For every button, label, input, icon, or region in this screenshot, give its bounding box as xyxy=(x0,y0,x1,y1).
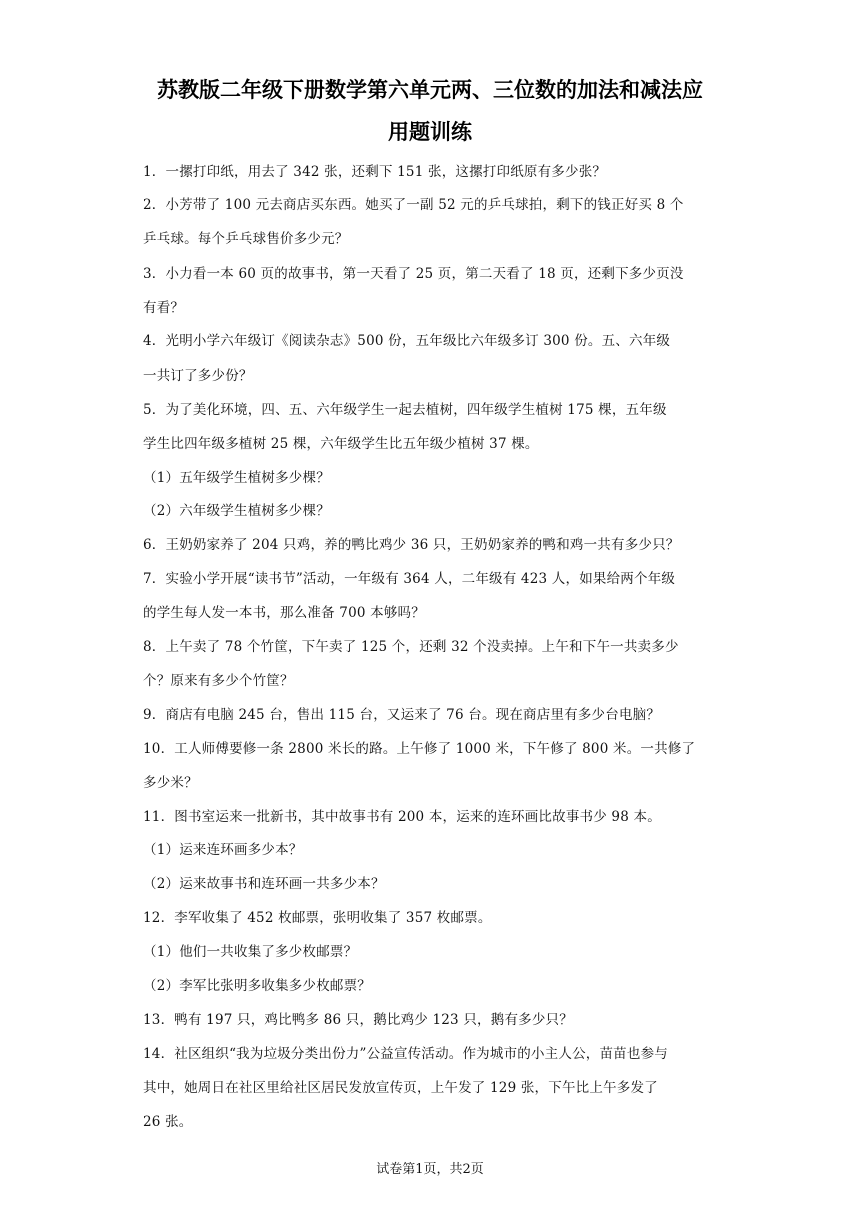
text-line: 3．小力看一本 60 页的故事书，第一天看了 25 页，第二天看了 18 页，还剩下多少页没 xyxy=(143,266,684,282)
text-line: 学生比四年级多植树 25 棵，六年级学生比五年级少植树 37 棵。 xyxy=(143,436,539,452)
document-title-line-2: 用题训练 xyxy=(388,120,472,144)
text-line: 1．一摞打印纸，用去了 342 张，还剩下 151 张，这摞打印纸原有多少张？ xyxy=(143,164,607,180)
text-line: （2）李军比张明多收集多少枚邮票？ xyxy=(143,978,371,994)
text-line: 8．上午卖了 78 个竹筐，下午卖了 125 个，还剩 32 个没卖掉。上午和下午一共卖多少 xyxy=(143,639,679,655)
text-line: 其中，她周日在社区里给社区居民发放宣传页，上午发了 129 张，下午比上午多发了 xyxy=(143,1080,658,1096)
text-line: 多少米？ xyxy=(143,775,198,791)
text-line: 9．商店有电脑 245 台，售出 115 台，又运来了 76 台。现在商店里有多少台电脑？ xyxy=(143,707,661,723)
text-line: （1）他们一共收集了多少枚邮票？ xyxy=(143,944,358,960)
text-line: （1）运来连环画多少本？ xyxy=(143,842,303,858)
text-line: （2）运来故事书和连环画一共多少本？ xyxy=(143,876,385,892)
page-footer: 试卷第1页，共2页 xyxy=(376,1162,484,1177)
text-line: 7．实验小学开展“读书节”活动，一年级有 364 人，二年级有 423 人，如果给两个年级 xyxy=(143,571,676,587)
text-line: 4．光明小学六年级订《阅读杂志》500 份，五年级比六年级多订 300 份。五、六年级 xyxy=(143,333,671,349)
document-title-line-1: 苏教版二年级下册数学第六单元两、三位数的加法和减法应 xyxy=(157,78,703,102)
text-line: 14．社区组织“我为垃圾分类出份力”公益宣传活动。作为城市的小主人公，苗苗也参与 xyxy=(143,1046,668,1062)
text-line: 12．李军收集了 452 枚邮票，张明收集了 357 枚邮票。 xyxy=(143,910,492,926)
text-line: 个？原来有多少个竹筐？ xyxy=(143,673,294,689)
text-line: （2）六年级学生植树多少棵？ xyxy=(143,503,330,519)
text-line: （1）五年级学生植树多少棵？ xyxy=(143,470,330,486)
text-line: 11．图书室运来一批新书，其中故事书有 200 本，运来的连环画比故事书少 98 本。 xyxy=(143,809,661,825)
text-line: 的学生每人发一本书，那么准备 700 本够吗？ xyxy=(143,605,425,621)
text-line: 13．鸭有 197 只，鸡比鸭多 86 只，鹅比鸡少 123 只，鹅有多少只？ xyxy=(143,1012,573,1028)
text-line: 2．小芳带了 100 元去商店买东西。她买了一副 52 元的乒乓球拍，剩下的钱正好买 8 个 xyxy=(143,197,684,213)
text-line: 6．王奶奶家养了 204 只鸡，养的鸭比鸡少 36 只，王奶奶家养的鸭和鸡一共有多少只？ xyxy=(143,537,680,553)
text-line: 有看？ xyxy=(143,300,185,316)
text-line: 乒乓球。每个乒乓球售价多少元？ xyxy=(143,231,349,247)
text-line: 10．工人师傅要修一条 2800 米长的路。上午修了 1000 米，下午修了 800 米。一共修了 xyxy=(143,741,696,757)
text-line: 一共订了多少份？ xyxy=(143,368,253,384)
text-line: 5．为了美化环境，四、五、六年级学生一起去植树，四年级学生植树 175 棵，五年级 xyxy=(143,402,667,418)
text-line: 26 张。 xyxy=(143,1114,193,1130)
